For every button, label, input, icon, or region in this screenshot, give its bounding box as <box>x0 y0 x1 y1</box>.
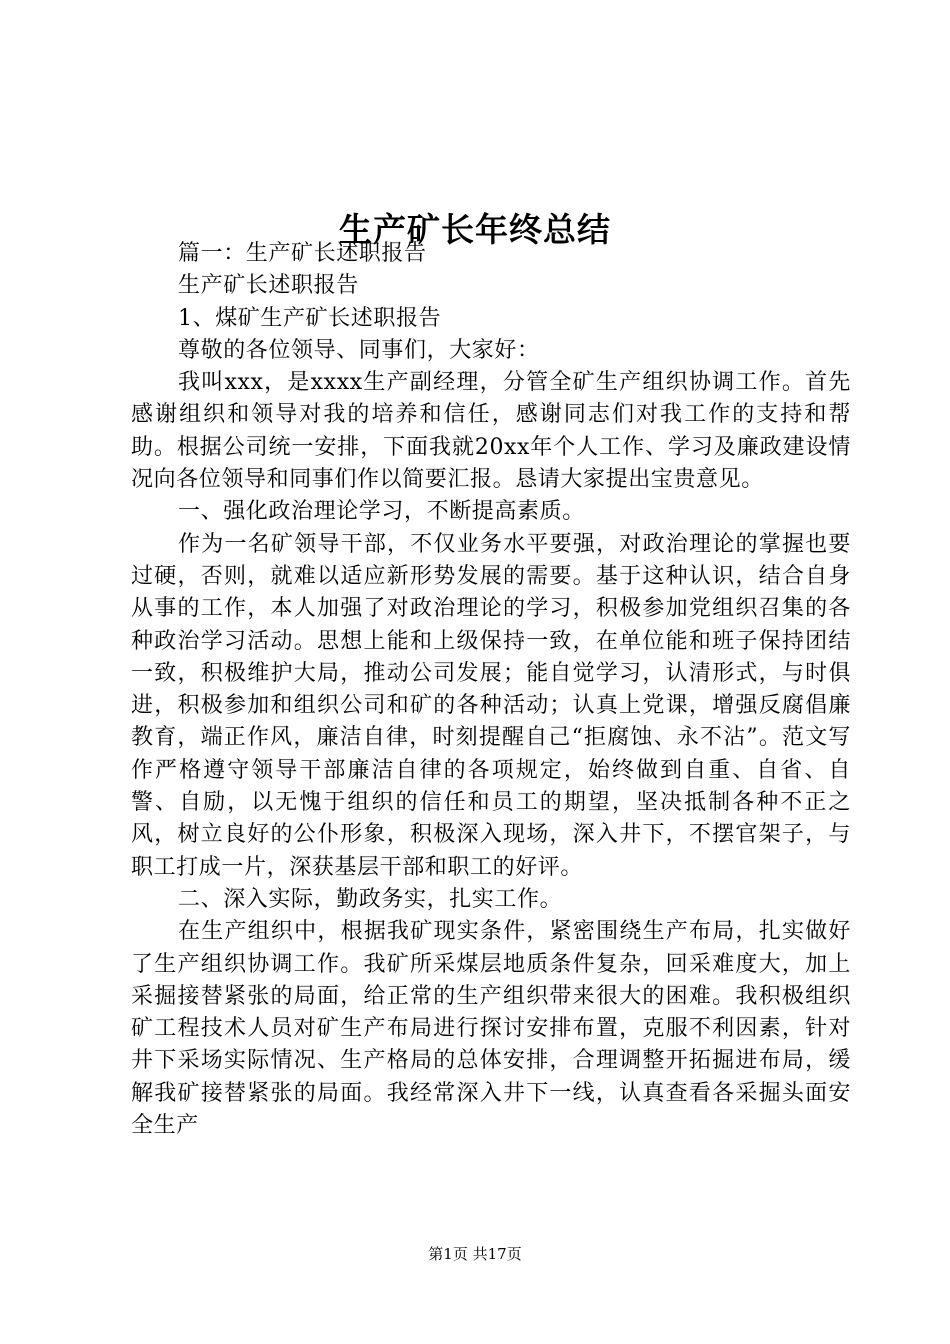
report-title: 生产矿长述职报告 <box>178 273 359 299</box>
paragraph-intro: 我叫xxx，是xxxx生产副经理，分管全矿生产组织协调工作。首先感谢组织和领导对我的培养和信任，感谢同志们对我工作的支持和帮助。根据公司统一安排，下面我就20xx年个人工作、学习及廉政建设情况向各位领导和同事们作以简要汇报。恳请大家提出宝贵意见。 <box>131 370 851 493</box>
heading-part-1: 一、强化政治理论学习，不断提高素质。 <box>178 499 585 525</box>
page-footer: 第1页 共17页 <box>428 1245 522 1263</box>
report-subtitle: 1、煤矿生产矿长述职报告 <box>178 305 442 331</box>
paragraph-part-2: 在生产组织中，根据我矿现实条件，紧密围绕生产布局，扎实做好了生产组织协调工作。我矿所采煤层地质条件复杂，回采难度大，加上采掘接替紧张的局面，给正常的生产组织带来很大的困难。我积极组织矿工程技术人员对矿生产布局进行探讨安排布置，克服不利因素，针对井下采场实际情况、生产格局的总体安排，合理调整开拓掘进布局，缓解我矿接替紧张的局面。我经常深入井下一线，认真查看各采掘头面安全生产 <box>131 919 851 1139</box>
document-body <box>131 238 851 1142</box>
document-title: 生产矿长年终总结 <box>339 210 611 250</box>
heading-part-2: 二、深入实际，勤政务实，扎实工作。 <box>178 886 563 912</box>
section-heading: 篇一：生产矿长述职报告 <box>178 241 427 266</box>
paragraph-part-1: 作为一名矿领导干部，不仅业务水平要强，对政治理论的掌握也要过硬，否则，就难以适应新形势发展的需要。基于这种认识，结合自身从事的工作，本人加强了对政治理论的学习，积极参加党组织召集的各种政治学习活动。思想上能和上级保持一致，在单位能和班子保持团结一致，积极维护大局，推动公司发展；能自觉学习，认清形式，与时俱进，积极参加和组织公司和矿的各种活动；认真上党课，增强反腐倡廉教育，端正作风，廉洁自律，时刻提醒自己“拒腐蚀、永不沾”。范文写作严格遵守领导干部廉洁自律的各项规定，始终做到自重、自省、自警、自励，以无愧于组织的信任和员工的期望，坚决抵制各种不正之风，树立良好的公仆形象，积极深入现场，深入井下，不摆官架子，与职工打成一片，深获基层干部和职工的好评。 <box>131 531 851 880</box>
greeting: 尊敬的各位领导、同事们，大家好： <box>178 337 540 363</box>
